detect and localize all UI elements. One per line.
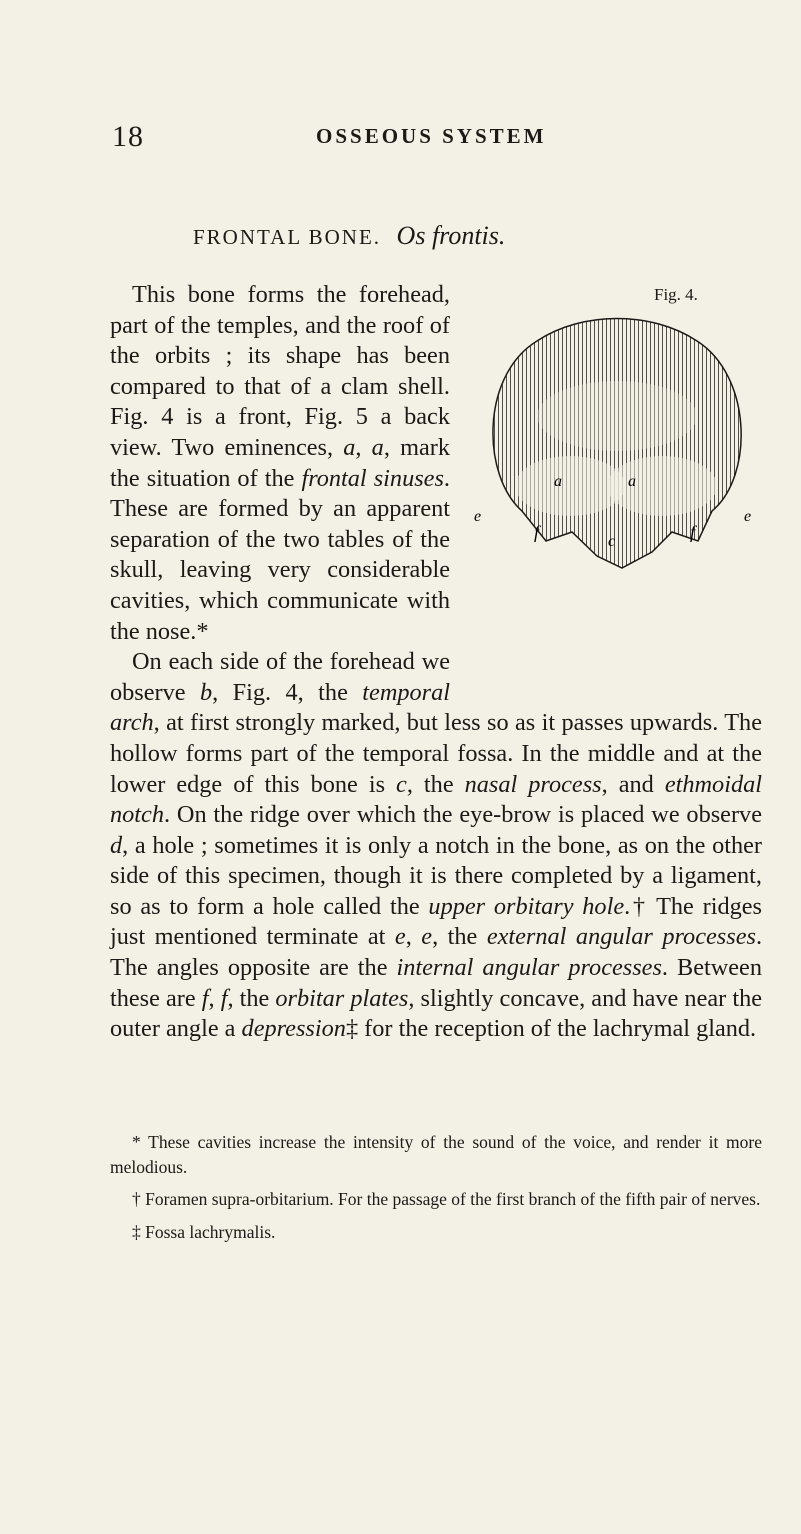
italic-term: orbitar plates <box>275 984 409 1012</box>
text-run: This bone forms the forehead, part of the temples, and the roof of the orbits ; its shape has been compared to that of a clam shell. Fig. 4 is a front, Fig. 5 a back view. Two eminences, <box>110 281 450 461</box>
italic-term: b <box>199 678 213 706</box>
text-run: , <box>355 433 372 461</box>
figure-letter: e <box>744 508 752 525</box>
figure-4 <box>462 280 762 684</box>
figure-letter: e <box>474 508 482 525</box>
italic-term: frontal sinuses <box>301 464 444 492</box>
paragraph <box>110 280 762 647</box>
text-run: , the <box>432 923 487 951</box>
text-run: , and <box>601 770 665 798</box>
text-run: ‡ for the reception of the lachrymal gland. <box>345 1015 757 1043</box>
body-text <box>110 280 762 1045</box>
figure-letter: f <box>534 522 540 542</box>
text-run: , at first strongly marked, but less so as it passes upwards. The hollow forms part of the temporal fossa. In the middle and at the lower edge of this bone is <box>110 709 762 798</box>
running-head: OSSEOUS SYSTEM <box>316 124 547 148</box>
text-run: . On the ridge over which the eye-brow is placed we observe <box>163 801 762 829</box>
italic-term: a <box>343 433 356 461</box>
section-title <box>193 221 505 251</box>
italic-term: c <box>396 770 407 798</box>
text-run: , <box>405 923 422 951</box>
section-title-english: FRONTAL BONE. <box>193 225 382 249</box>
paragraph <box>110 647 762 1045</box>
italic-term: d <box>110 831 123 859</box>
text-run: On each side of the forehead we observe <box>110 648 450 706</box>
text-run: . The angles opposite are the <box>110 923 763 982</box>
italic-term: upper orbitary hole <box>428 892 625 920</box>
italic-term: depression <box>241 1015 346 1043</box>
paragraph-lead <box>110 281 450 645</box>
text-run: , <box>208 984 221 1012</box>
figure-label: Fig. 4. <box>654 285 698 304</box>
figure-letter: a <box>554 473 562 490</box>
italic-term: e <box>421 923 433 951</box>
text-run: . These are formed by an apparent separation of the two tables of the skull, leaving very considerable cavities, which communicate with the nose.* <box>110 464 450 645</box>
section-title-latin: Os frontis. <box>396 221 506 250</box>
italic-term: internal angular processes <box>396 954 662 982</box>
frontal-bone-illustration <box>462 306 762 586</box>
footnote: ‡ Fossa lachrymalis. <box>132 1221 276 1242</box>
italic-term: ethmoidal notch <box>110 770 762 829</box>
figure-letter: c <box>608 533 616 550</box>
text-run: , the <box>227 984 276 1012</box>
italic-term: nasal process <box>464 770 602 798</box>
footnote: * These cavities increase the intensity of the sound of the voice, and render it more melodious. <box>110 1132 762 1177</box>
italic-term: e <box>394 923 406 951</box>
italic-term: a <box>371 433 384 461</box>
figure-letter: a <box>628 473 636 490</box>
page-number: 18 <box>112 120 144 153</box>
footnote: † Foramen supra-orbitarium. For the passage of the first branch of the fifth pair of nerves. <box>132 1189 761 1209</box>
text-run: , the <box>406 770 465 798</box>
text-run: . Between these are <box>110 954 762 1012</box>
text-run: , a hole ; sometimes it is only a notch in the bone, as on the other side of this specimen, though it is there completed by a ligament, so as to form a hole called the <box>110 831 762 920</box>
italic-term: external angular processes <box>486 923 756 951</box>
footnotes <box>110 1130 762 1252</box>
figure-letter: f <box>690 522 696 542</box>
text-run: , Fig. 4, the <box>212 678 363 706</box>
italic-term: temporal arch <box>110 678 451 737</box>
italic-term: f <box>201 984 209 1012</box>
text-run: , slightly concave, and have near the outer angle a <box>110 984 762 1043</box>
text-run: , mark the situation of the <box>110 433 450 492</box>
italic-term: f <box>220 984 228 1012</box>
text-run: .† The ridges just mentioned terminate at <box>110 892 762 951</box>
